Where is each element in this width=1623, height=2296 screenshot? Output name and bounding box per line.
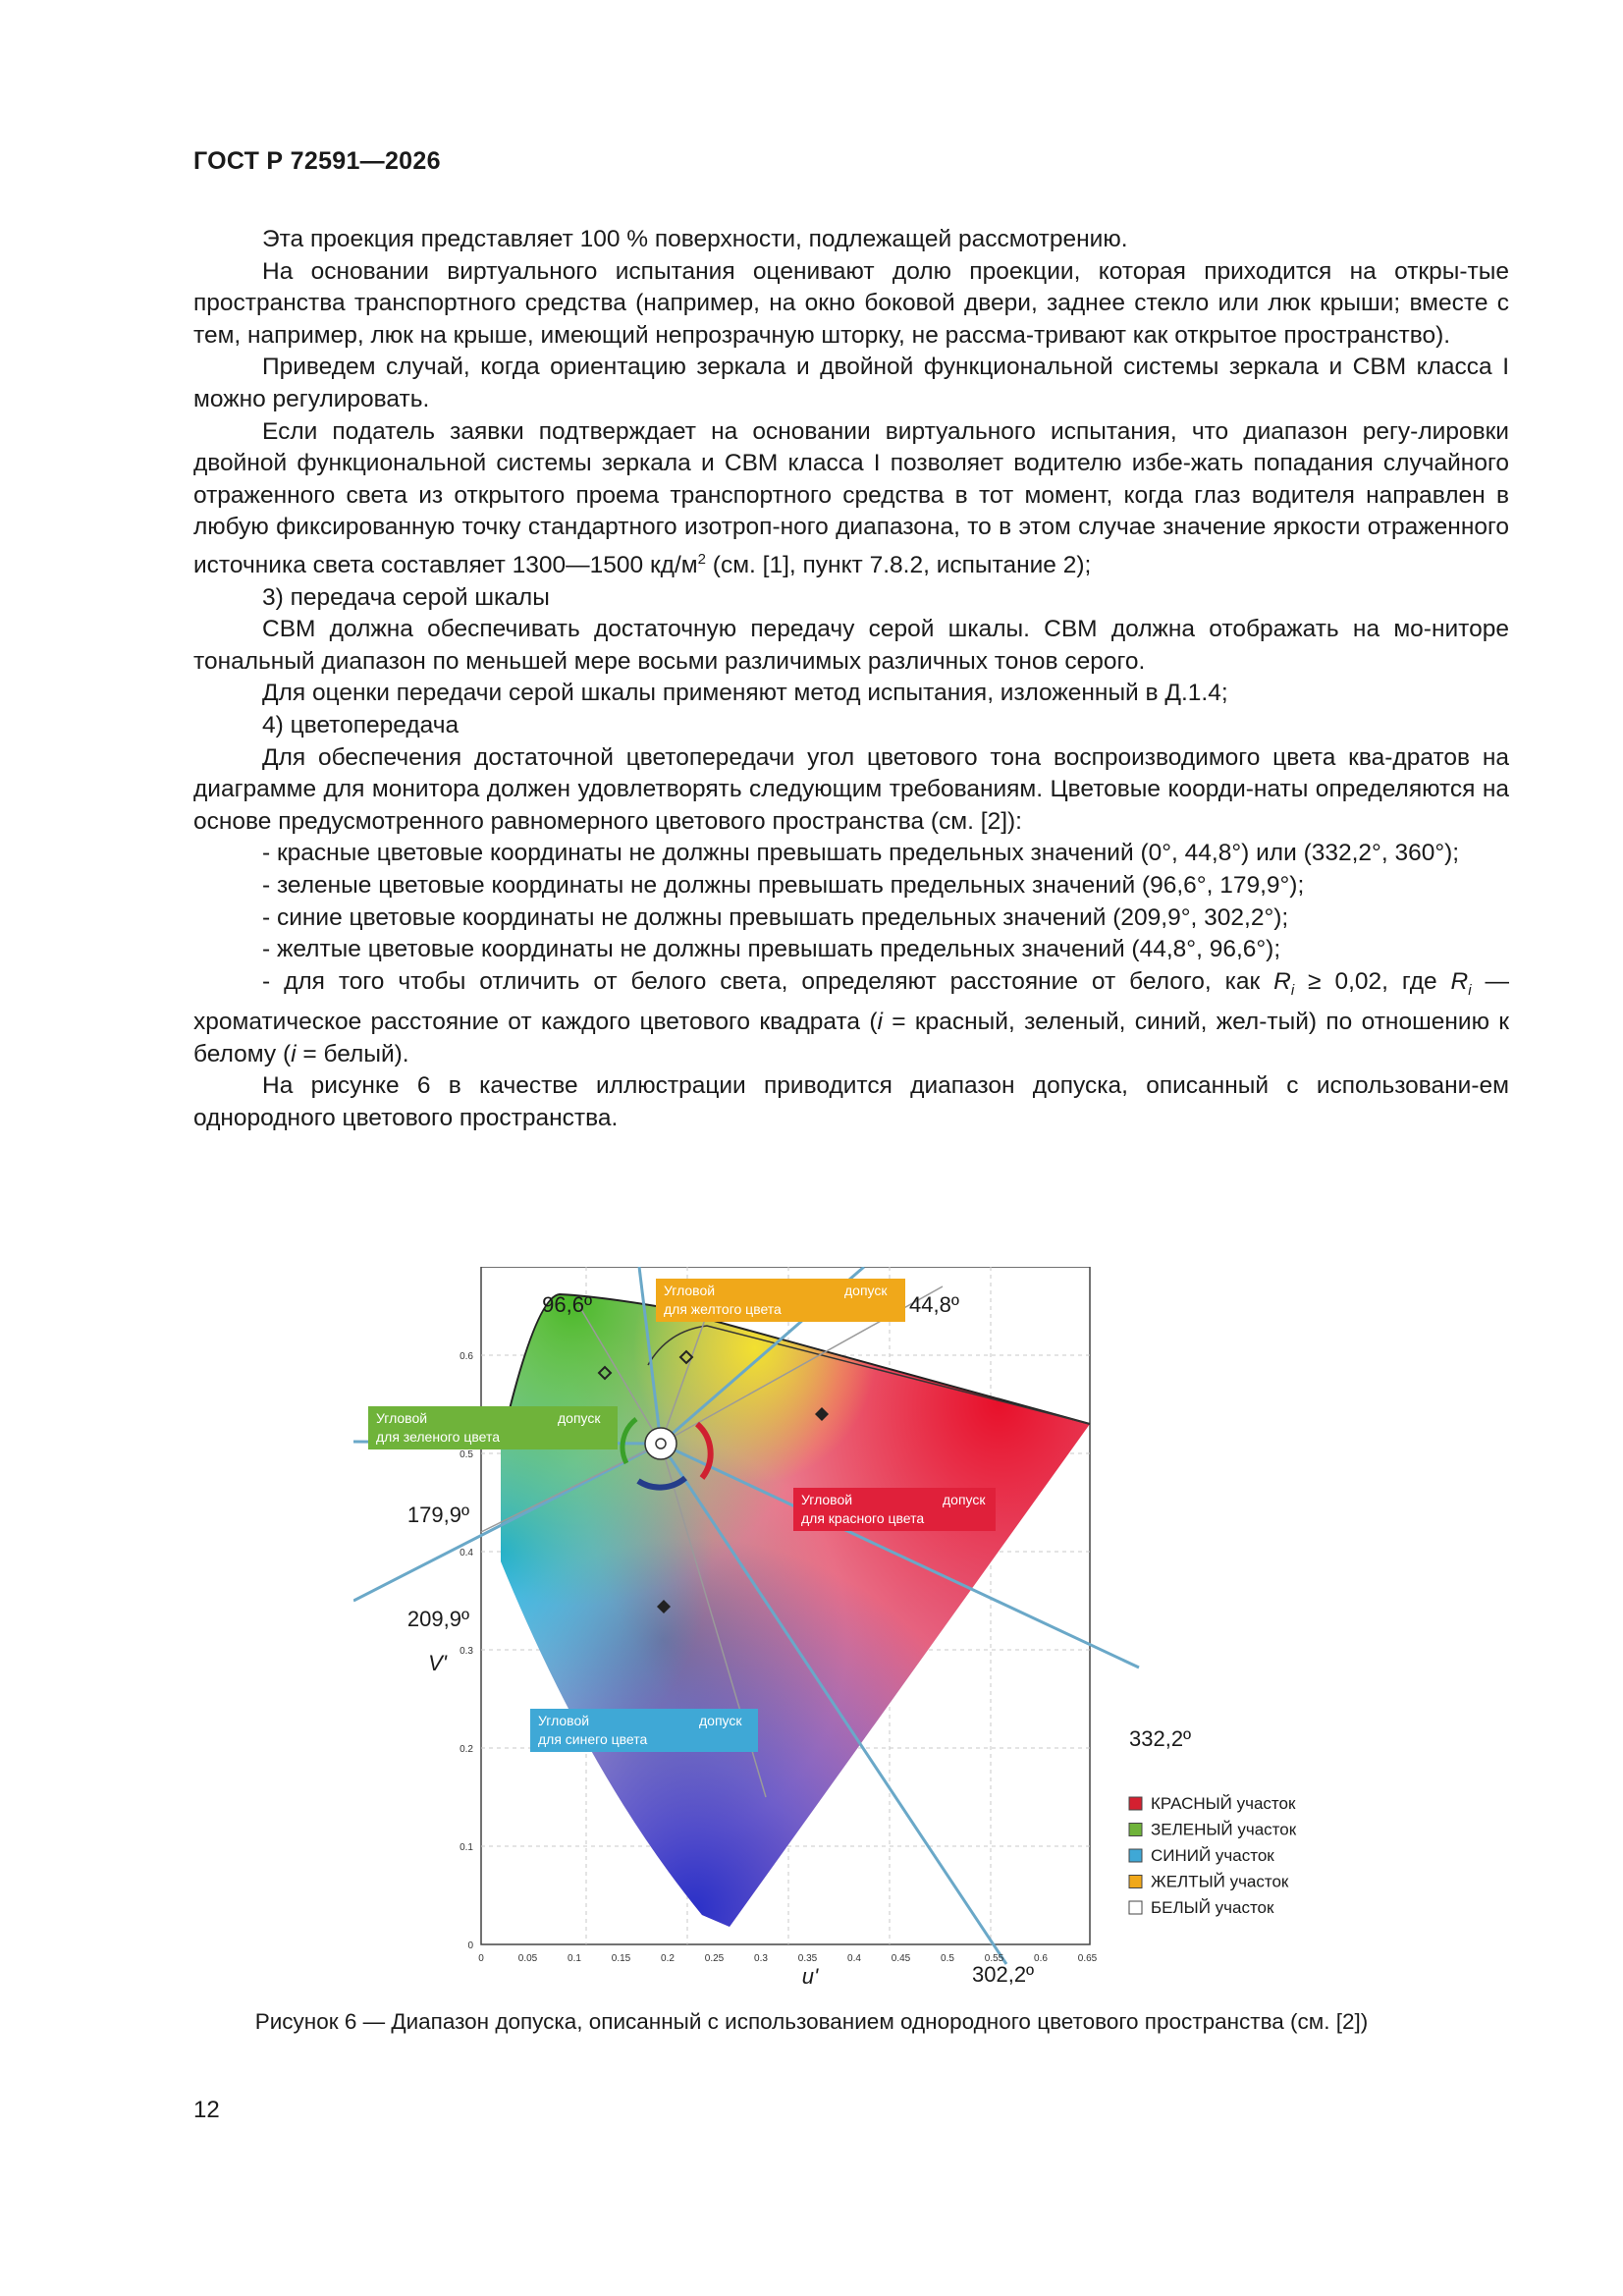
paragraph-text: Если податель заявки подтверждает на основании виртуального испытания, что диапазон регу-лировки двойной функциональной системы зеркала и СВМ класса I позволяет водителю избе-жать попадания случайного отраженного света из открытого проема транспортного средства в тот момент, когда глаз водителя направлен в любую фиксированную точку стандартного изотроп-ного диапазона, то в этом случае значение яркости отраженного источника света составляет 1300—1500 кд/м — [193, 417, 1509, 579]
blue-box-line2: для синего цвета — [538, 1731, 648, 1747]
paragraph-text: — хроматическое расстояние от каждого цветового квадрата ( — [193, 967, 1510, 1036]
paragraph-text: (см. [1], пункт 7.8.2, испытание 2); — [712, 552, 1092, 579]
legend-swatch — [1129, 1849, 1142, 1862]
white-point-ring — [645, 1428, 676, 1459]
chromaticity-diagram — [353, 1267, 1335, 1994]
body-text — [193, 224, 1509, 1135]
x-tick-label: 0.25 — [704, 1953, 725, 1964]
x-tick-label: 0.65 — [1077, 1953, 1098, 1964]
paragraph: Для оценки передачи серой шкалы применяют метод испытания, изложенный в Д.1.4; — [262, 680, 1228, 707]
angle-966: 96,6º — [542, 1292, 592, 1317]
y-axis-label: V' — [428, 1651, 447, 1675]
superscript: 2 — [697, 550, 706, 568]
paragraph: СВМ должна обеспечивать достаточную передачу серой шкалы. СВМ должна отображать на мо-ниторе тональный диапазон по меньшей мере восьми различимых различных тонов серого. — [193, 616, 1509, 675]
list-heading: 4) цветопередача — [262, 712, 460, 739]
legend-label: КРАСНЫЙ участок — [1151, 1794, 1296, 1813]
angle-2099: 209,9º — [406, 1607, 469, 1631]
red-box-line1a: Угловой — [801, 1492, 853, 1507]
green-tolerance-box — [368, 1406, 618, 1449]
angle-3022: 302,2º — [972, 1962, 1035, 1987]
list-item: - красные цветовые координаты не должны превышать предельных значений (0°, 44,8°) или (332,2°, 360°); — [262, 840, 1460, 867]
y-tick-label: 0.2 — [460, 1744, 473, 1755]
paragraph: На рисунке 6 в качестве иллюстрации приводится диапазон допуска, описанный с использовани-ем однородного цветового пространства. — [193, 1072, 1509, 1132]
green-box-line2: для зеленого цвета — [376, 1429, 500, 1445]
y-tick-label: 0.1 — [460, 1842, 473, 1853]
legend-swatch — [1129, 1876, 1142, 1888]
legend-swatch — [1129, 1901, 1142, 1914]
red-tolerance-box — [793, 1488, 996, 1531]
figure-6 — [353, 1267, 1335, 1994]
green-box-line1a: Угловой — [376, 1410, 428, 1426]
x-tick-label: 0.15 — [611, 1953, 631, 1964]
x-tick-label: 0.05 — [517, 1953, 538, 1964]
yellow-box-line1a: Угловой — [664, 1283, 716, 1298]
blue-box-line1a: Угловой — [538, 1713, 590, 1728]
x-tick-label: 0.35 — [797, 1953, 818, 1964]
y-tick-label: 0.6 — [460, 1351, 473, 1362]
symbol-r: R — [1450, 967, 1469, 995]
list-item: - синие цветовые координаты не должны превышать предельных значений (209,9°, 302,2°); — [262, 903, 1289, 931]
x-tick-label: 0.2 — [661, 1953, 675, 1964]
x-tick-label: 0.4 — [847, 1953, 861, 1964]
symbol-i: i — [1468, 981, 1472, 999]
yellow-box-line1b: допуск — [844, 1283, 888, 1298]
x-tick-label: 0 — [478, 1953, 484, 1964]
legend — [1129, 1794, 1297, 1917]
legend-swatch — [1129, 1824, 1142, 1836]
paragraph-text: = белый). — [302, 1040, 409, 1067]
symbol-i: i — [877, 1009, 883, 1036]
yellow-tolerance-box — [656, 1279, 905, 1322]
paragraph: Приведем случай, когда ориентацию зеркала и двойной функциональной системы зеркала и СВМ класса I можно регулировать. — [193, 354, 1509, 412]
figure-caption: Рисунок 6 — Диапазон допуска, описанный с использованием однородного цветового пространства (см. [2]) — [254, 2009, 1369, 2034]
legend-label: ЖЕЛТЫЙ участок — [1151, 1872, 1289, 1891]
y-tick-label: 0.3 — [460, 1646, 473, 1657]
symbol-i: i — [291, 1040, 297, 1067]
paragraph-text: ≥ 0,02, где — [1308, 967, 1437, 995]
list-item: - желтые цветовые координаты не должны превышать предельных значений (44,8°, 96,6°); — [262, 936, 1281, 963]
blue-box-line1b: допуск — [699, 1713, 742, 1728]
x-tick-label: 0.45 — [891, 1953, 911, 1964]
symbol-r: R — [1273, 967, 1291, 995]
angle-1799: 179,9º — [406, 1503, 469, 1527]
paragraph: Эта проекция представляет 100 % поверхности, подлежащей рассмотрению. — [262, 226, 1128, 252]
x-tick-label: 0.3 — [754, 1953, 768, 1964]
x-tick-label: 0.6 — [1034, 1953, 1048, 1964]
y-tick-label: 0.4 — [460, 1548, 473, 1558]
paragraph: На основании виртуального испытания оценивают долю проекции, которая приходится на откры-тые пространства транспортного средства (например, на окно боковой двери, заднее стекло или люк крыши; вместе с тем, например, люк на крыше, имеющий непрозрачную шторку, не рассма-тривают как открытое пространство). — [193, 257, 1509, 349]
page-number: 12 — [193, 2097, 220, 2123]
x-tick-label: 0.1 — [568, 1953, 581, 1964]
red-box-line1b: допуск — [943, 1492, 986, 1507]
paragraph-text: - для того чтобы отличить от белого света, определяют расстояние от белого, как — [262, 967, 1274, 995]
paragraph — [193, 416, 1509, 582]
y-tick-label: 0 — [467, 1941, 473, 1951]
legend-label: БЕЛЫЙ участок — [1151, 1898, 1274, 1917]
green-box-line1b: допуск — [558, 1410, 601, 1426]
angle-448: 44,8º — [909, 1292, 959, 1317]
blue-tolerance-box — [530, 1709, 758, 1752]
list-heading: 3) передача серой шкалы — [262, 583, 550, 611]
legend-label: СИНИЙ участок — [1151, 1846, 1274, 1865]
x-tick-label: 0.55 — [984, 1953, 1004, 1964]
document-header: ГОСТ Р 72591—2026 — [193, 147, 441, 175]
y-tick-label: 0.5 — [460, 1449, 473, 1460]
angle-3322: 332,2º — [1129, 1726, 1192, 1751]
list-item: - зеленые цветовые координаты не должны превышать предельных значений (96,6°, 179,9°); — [262, 872, 1305, 900]
x-tick-label: 0.5 — [941, 1953, 954, 1964]
legend-label: ЗЕЛЕНЫЙ участок — [1151, 1820, 1297, 1839]
symbol-i: i — [1290, 981, 1295, 999]
yellow-box-line2: для желтого цвета — [664, 1301, 782, 1317]
red-box-line2: для красного цвета — [801, 1510, 925, 1526]
legend-swatch — [1129, 1797, 1142, 1810]
list-item — [193, 966, 1509, 1071]
paragraph-text: = красный, зеленый, синий, жел-тый) по отношению к белому ( — [193, 1009, 1509, 1067]
x-axis-label: u' — [801, 1964, 819, 1989]
paragraph: Для обеспечения достаточной цветопередачи угол цветового тона воспроизводимого цвета ква-дратов на диаграмме для монитора должен удовлетворять следующим требованиям. Цветовые коорди-наты определяются на основе предусмотренного равномерного цветового пространства (см. [2]): — [193, 743, 1509, 835]
